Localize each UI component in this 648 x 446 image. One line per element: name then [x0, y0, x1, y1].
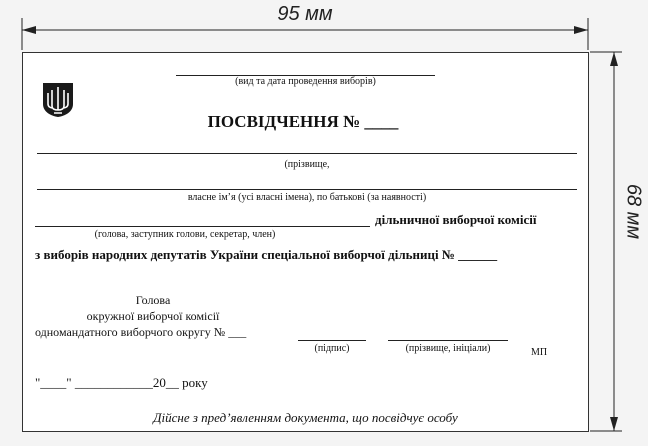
name-blank-line	[37, 177, 577, 190]
certificate-title: ПОСВІДЧЕННЯ № ____	[207, 112, 399, 131]
signature-caption: (підпис)	[314, 343, 350, 354]
role-blank-line	[35, 214, 370, 227]
fullname-blank-line	[388, 328, 508, 341]
tryzub-coat-of-arms-icon	[41, 82, 75, 118]
signature-blank-line	[298, 328, 366, 341]
height-dimension-label: 68 мм	[622, 183, 645, 240]
surname-caption: (прізвище,	[284, 159, 330, 170]
elections-blank-line	[176, 63, 435, 76]
width-dimension-label: 95 мм	[277, 3, 333, 25]
signer-line2: окружної виборчої комісії	[86, 309, 220, 323]
commission-text: дільничної виборчої комісії	[375, 212, 537, 227]
signer-line1: Голова	[135, 293, 171, 307]
surname-blank-line	[37, 141, 577, 154]
seal-caption: МП	[530, 347, 548, 358]
validity-note: Дійсне з пред’явленням документа, що посвідчує особу	[153, 410, 458, 425]
fullname-caption: (прізвище, ініціали)	[405, 343, 491, 354]
elections-line: з виборів народних депутатів України спеціальної виборчої дільниці № ______	[35, 247, 498, 262]
date-line: "____" ____________20__ року	[35, 375, 208, 390]
name-caption: власне ім’я (усі власні імена), по батькові (за наявності)	[187, 192, 427, 203]
certificate-card	[22, 52, 589, 432]
role-caption: (голова, заступник голови, секретар, член)	[94, 229, 276, 240]
signer-line3: одномандатного виборчого округу № ___	[35, 325, 247, 339]
elections-caption: (вид та дата проведення виборів)	[235, 76, 376, 87]
